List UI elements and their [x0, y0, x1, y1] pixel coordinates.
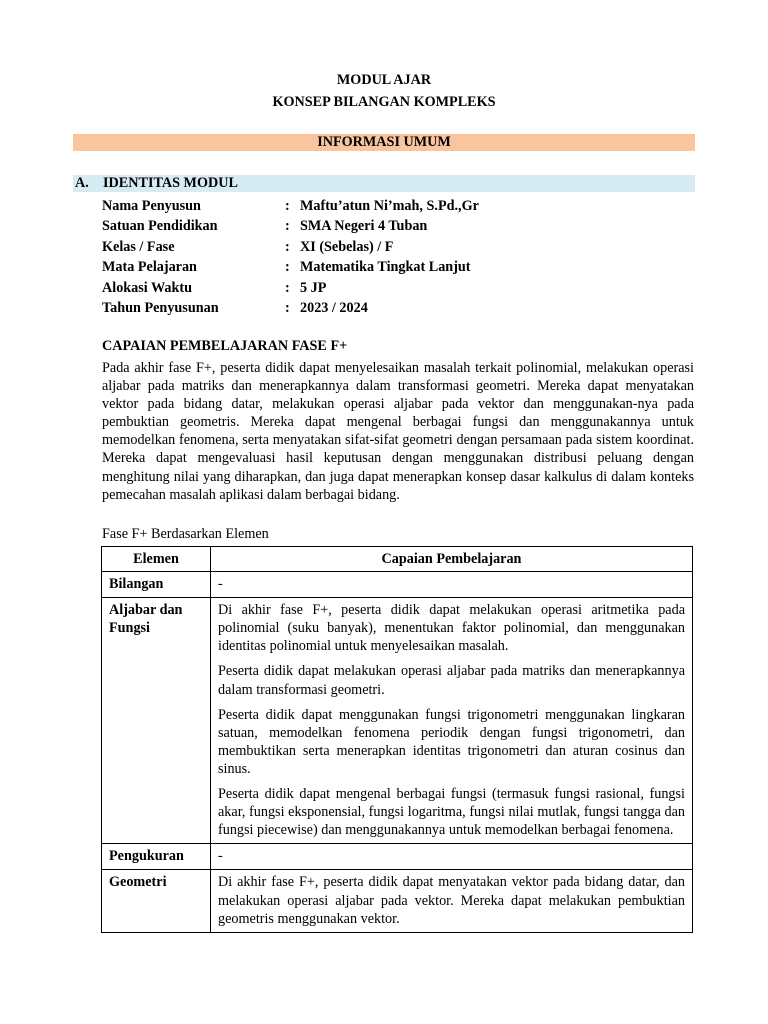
- identitas-value: 5 JP: [300, 280, 327, 296]
- capaian-heading: CAPAIAN PEMBELAJARAN FASE F+: [102, 338, 348, 354]
- identitas-row: [102, 237, 702, 257]
- identitas-label: Mata Pelajaran: [102, 259, 197, 275]
- document-subtitle: KONSEP BILANGAN KOMPLEKS: [272, 94, 496, 110]
- identitas-colon: :: [285, 218, 290, 234]
- capaian-paragraph: Pada akhir fase F+, peserta didik dapat menyelesaikan masalah terkait polinomial, melakukan operasi aljabar pada matriks dan menerapkannya dalam transformasi geometri. Mereka dapat menyatakan vektor pada bidang datar, melakukan operasi aljabar pada vektor dan menggunakan-nya pada pembuktian geometris. Mereka dapat mengenal berbagai fungsi dan menggunakannya untuk memodelkan fenomena, serta menyatakan sifat-sifat geometri dengan persamaan pada sistem koordinat. Mereka dapat mengevaluasi hasil keputusan dengan menggunakan distribusi peluang dengan menghitung nilai yang diharapkan, dan juga dapat menerapkan konsep dasar kalkulus di dalam konteks pemecahan masalah aplikasi dalam berbagai bidang.: [102, 360, 694, 503]
- section-heading: IDENTITAS MODUL: [103, 175, 238, 191]
- identitas-label: Alokasi Waktu: [102, 280, 193, 296]
- identitas-value: SMA Negeri 4 Tuban: [300, 218, 428, 234]
- identitas-colon: :: [285, 239, 290, 255]
- capaian-paragraph-item: Peserta didik dapat melakukan operasi aljabar pada matriks dan menerapkannya dalam transformasi geometri.: [218, 663, 685, 698]
- informasi-umum-banner: INFORMASI UMUM: [73, 134, 695, 151]
- capaian-paragraph-item: Peserta didik dapat mengenal berbagai fungsi (termasuk fungsi rasional, fungsi akar, fungsi eksponensial, fungsi logaritma, fungsi nilai mutlak, fungsi tangga dan fungsi piecewise) dan menggunakannya untuk memodelkan berbagai fenomena.: [218, 786, 685, 839]
- table-row: [102, 870, 693, 932]
- identitas-row: [102, 216, 702, 236]
- identitas-value: Maftu’atun Ni’mah, S.Pd.,Gr: [300, 198, 479, 214]
- header-capaian: Capaian Pembelajaran: [211, 547, 693, 572]
- identitas-heading-bar: [73, 175, 695, 192]
- identitas-row: [102, 278, 702, 298]
- capaian-paragraph-item: Di akhir fase F+, peserta didik dapat menyatakan vektor pada bidang datar, dan melakukan operasi aljabar pada vektor. Mereka dapat melakukan pembuktian geometris menggunakan vektor.: [218, 874, 685, 927]
- table-row: [102, 572, 693, 598]
- identitas-row: [102, 257, 702, 277]
- document-title: MODUL AJAR: [336, 72, 432, 88]
- identitas-colon: :: [285, 300, 290, 316]
- identitas-row: [102, 298, 702, 318]
- elemen-cell: Aljabar dan Fungsi: [102, 598, 211, 844]
- capaian-paragraph-item: Di akhir fase F+, peserta didik dapat melakukan operasi aritmetika pada polinomial (suku banyak), menentukan faktor polinomial, dan menggunakan identitas polinomial untuk menyelesaikan masalah.: [218, 602, 685, 655]
- identitas-label: Satuan Pendidikan: [102, 218, 218, 234]
- identitas-row: [102, 196, 702, 216]
- capaian-paragraph-item: -: [218, 576, 223, 593]
- capaian-cell: [211, 870, 693, 932]
- elemen-table: [101, 546, 693, 933]
- header-elemen: Elemen: [102, 547, 211, 572]
- identitas-label: Nama Penyusun: [102, 198, 201, 214]
- identitas-value: Matematika Tingkat Lanjut: [300, 259, 471, 275]
- section-number: A.: [75, 175, 89, 191]
- table-row: [102, 598, 693, 844]
- table-header-row: [102, 547, 693, 572]
- capaian-cell: [211, 598, 693, 844]
- identitas-value: 2023 / 2024: [300, 300, 368, 316]
- elemen-cell: Pengukuran: [102, 844, 211, 870]
- identitas-label: Kelas / Fase: [102, 239, 175, 255]
- table-caption: Fase F+ Berdasarkan Elemen: [102, 526, 269, 542]
- identitas-value: XI (Sebelas) / F: [300, 239, 394, 255]
- capaian-paragraph-item: -: [218, 848, 223, 865]
- identitas-colon: :: [285, 198, 290, 214]
- capaian-cell: [211, 844, 693, 870]
- capaian-cell: [211, 572, 693, 598]
- table-row: [102, 844, 693, 870]
- elemen-cell: Bilangan: [102, 572, 211, 598]
- identitas-label: Tahun Penyusunan: [102, 300, 219, 316]
- identitas-colon: :: [285, 280, 290, 296]
- capaian-paragraph-item: Peserta didik dapat menggunakan fungsi trigonometri menggunakan lingkaran satuan, memodelkan fenomena periodik dengan fungsi trigonometri, dan membuktikan serta menerapkan identitas trigonometri dan aturan cosinus dan sinus.: [218, 706, 685, 777]
- elemen-cell: Geometri: [102, 870, 211, 932]
- identitas-colon: :: [285, 259, 290, 275]
